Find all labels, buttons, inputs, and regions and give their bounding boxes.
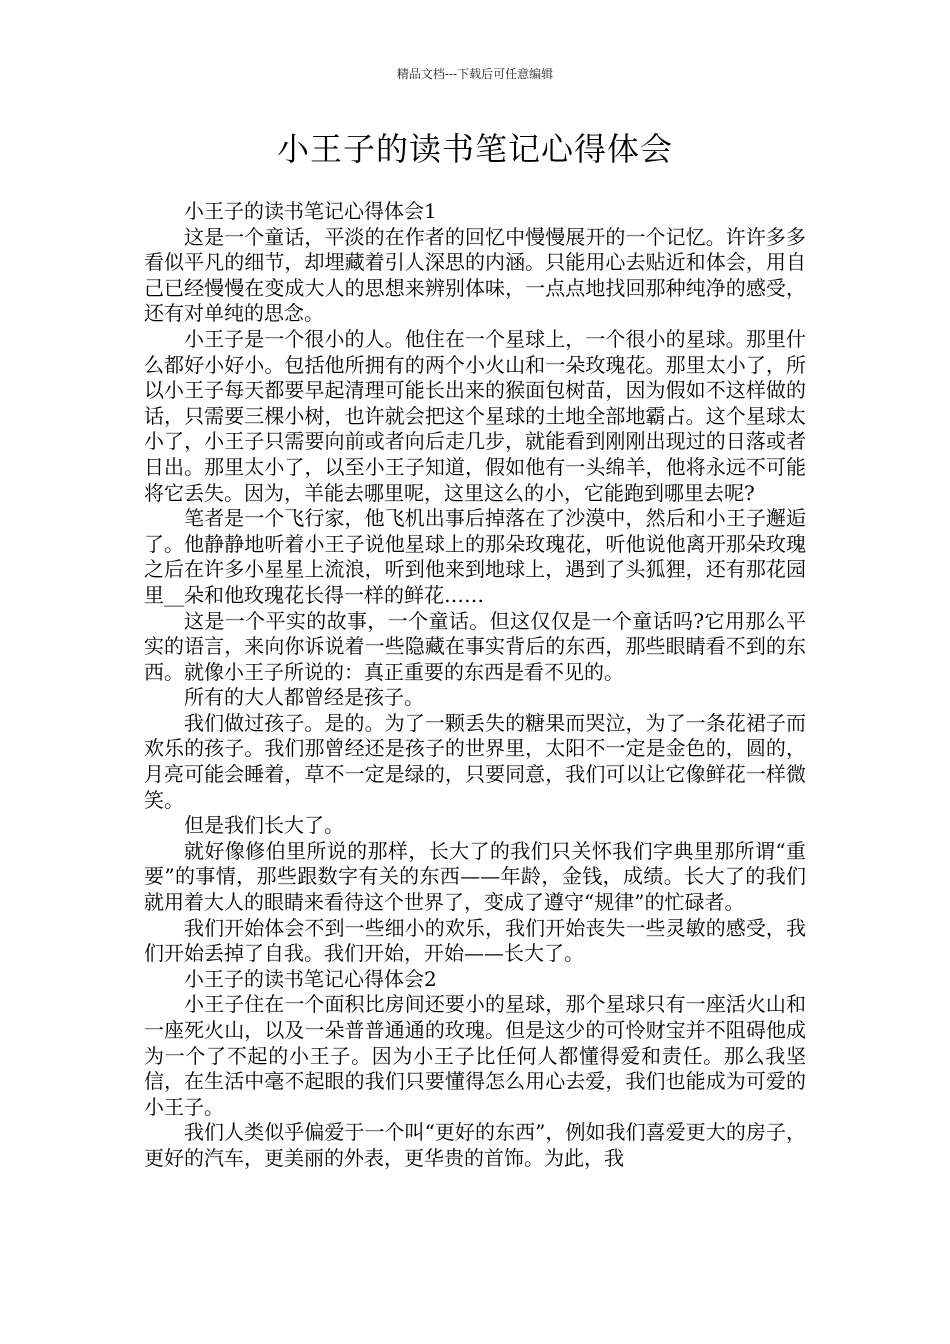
paragraph: 这是一个平实的故事，一个童话。但这仅仅是一个童话吗?它用那么平实的语言，来向你诉说着一些隐藏在事实背后的东西，那些眼睛看不到的东西。就像小王子所说的：真正重要的东西是看不见的。 [144,608,806,684]
paragraph: 这是一个童话，平淡的在作者的回忆中慢慢展开的一个记忆。许许多多看似平凡的细节，却埋藏着引人深思的内涵。只能用心去贴近和体会，用自己已经慢慢在变成大人的思想来辨别体味，一点点地找回那种纯净的感受，还有对单纯的思念。 [144,224,806,326]
document-title: 小王子的读书笔记心得体会 [276,130,673,168]
paragraph: 我们人类似乎偏爱于一个叫“更好的东西”，例如我们喜爱更大的房子，更好的汽车，更美丽的外表，更华贵的首饰。为此，我 [144,1120,806,1170]
paragraph: 小王子是一个很小的人。他住在一个星球上，一个很小的星球。那里什么都好小好小。包括他所拥有的两个小火山和一朵玫瑰花。那里太小了，所以小王子每天都要早起清理可能长出来的猴面包树苗，因为假如不这样做的话，只需要三棵小树，也许就会把这个星球的土地全部地霸占。这个星球太小了，小王子只需要向前或者向后走几步，就能看到刚刚出现过的日落或者日出。那里太小了，以至小王子知道，假如他有一头绵羊，他将永远不可能将它丢失。因为，羊能去哪里呢，这里这么的小，它能跑到哪里去呢? [144,326,806,505]
paragraph: 我们开始体会不到一些细小的欢乐，我们开始丧失一些灵敏的感受，我们开始丢掉了自我。我们开始，开始——长大了。 [144,915,806,966]
paragraph: 我们做过孩子。是的。为了一颗丢失的糖果而哭泣，为了一条花裙子而欢乐的孩子。我们那曾经还是孩子的世界里，太阳不一定是金色的，圆的，月亮可能会睡着，草不一定是绿的，只要同意，我们可以让它像鲜花一样微笑。 [144,710,806,812]
paragraph: 笔者是一个飞行家，他飞机出事后掉落在了沙漠中，然后和小王子邂逅了。他静静地听着小王子说他星球上的那朵玫瑰花，听他说他离开那朵玫瑰之后在许多小星星上流浪，听到他来到地球上，遇到了头狐狸，还有那花园里__朵和他玫瑰花长得一样的鲜花…… [144,506,806,607]
page-header: 精品文档---下载后可任意编辑 [396,67,554,81]
section-heading: 小王子的读书笔记心得体会1 [184,199,437,223]
paragraph: 所有的大人都曾经是孩子。 [184,685,424,710]
document-body [144,199,806,1172]
paragraph: 就好像修伯里所说的那样，长大了的我们只关怀我们字典里那所谓“重要”的事情，那些跟数字有关的东西——年龄，金钱，成绩。长大了的我们就用着大人的眼睛来看待这个世界了，变成了遵守“规律”的忙碌者。 [144,838,806,915]
paragraph: 但是我们长大了。 [184,813,344,838]
section-heading: 小王子的读书笔记心得体会2 [184,966,437,991]
paragraph: 小王子住在一个面积比房间还要小的星球，那个星球只有一座活火山和一座死火山，以及一朵普普通通的玫瑰。但是这少的可怜财宝并不阻碍他成为一个了不起的小王子。因为小王子比任何人都懂得爱和责任。那么我坚信，在生活中毫不起眼的我们只要懂得怎么用心去爱，我们也能成为可爱的小王子。 [144,992,806,1119]
